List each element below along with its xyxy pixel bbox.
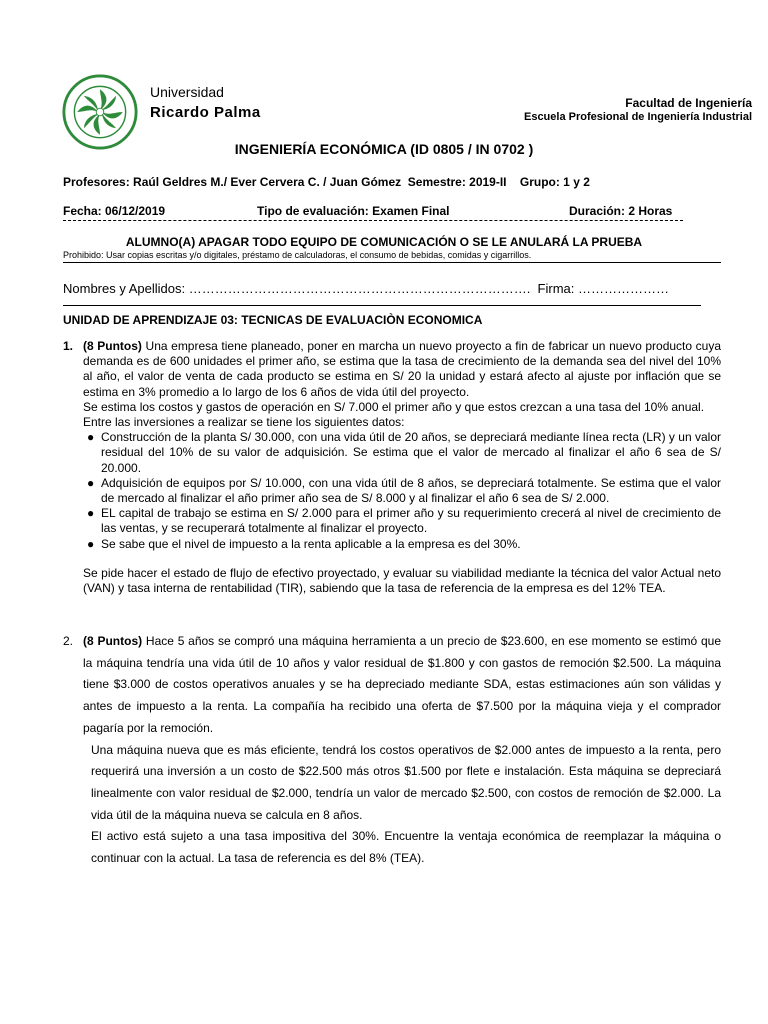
list-item: ● Construcción de la planta S/ 30.000, con una vida útil de 20 años, se depreciará mediante línea recta (LR) y un valor residual del 10% de su valor de adquisición. Se estima que el valor de mercado al finalizar el año 6 sea de S/ 20.000.	[87, 430, 721, 475]
question-points: (8 Puntos)	[83, 339, 142, 353]
list-item: ● Se sabe que el nivel de impuesto a la renta aplicable a la empresa es del 30%.	[87, 536, 521, 551]
question-2	[63, 631, 721, 870]
question-text: Hace 5 años se compró una máquina herramienta a un precio de $23.600, en ese momento se estimó que la máquina tendría una vida útil de 10 años y valor residual de $1.800 y con gastos de remoción $2.500. La máquina tiene $3.000 de costos operativos anuales y se ha depreciado mediante SDA, estas estimaciones aún son válidas y antes de impuesto a la renta. La compañía ha recibido una oferta de $7.500 por la máquina vieja y el comprador pagaría por la remoción.	[83, 634, 721, 735]
question-1-request: Se pide hacer el estado de flujo de efectivo proyectado, y evaluar su viabilidad mediante la técnica del valor Actual neto (VAN) y tasa interna de rentabilidad (TIR), sabiendo que la tasa de referencia de la empresa es del 12% TEA.	[83, 565, 721, 596]
eval-type: Tipo de evaluación: Examen Final	[257, 204, 450, 218]
university-name-line2: Ricardo Palma	[150, 104, 261, 121]
faculty-name: Facultad de Ingeniería	[625, 96, 752, 110]
question-2-paragraph-1	[83, 631, 721, 740]
university-name-line1: Universidad	[150, 84, 224, 100]
question-number: 1.	[63, 339, 74, 353]
university-logo-icon	[62, 74, 138, 150]
question-2-paragraph-2: Una máquina nueva que es más eficiente, tendrá los costos operativos de $2.000 antes de impuesto a la renta, pero requerirá una inversión a un costo de $22.500 más otros $1.500 por flete e instalación. Esta máquina se depreciará linealmente con valor residual de $2.000, tendría un valor de mercado $2.500, con costos de remoción de $2.000. La vida útil de la máquina nueva se calcula en 8 años.	[91, 742, 721, 822]
list-item: ● Adquisición de equipos por S/ 10.000, con una vida útil de 8 años, se depreciará totalmente. Se estima que el valor de mercado al finalizar el año primer año sea de S/ 8.000 y al finalizar el año 6 sea de S/ 2.000.	[87, 475, 721, 506]
student-name-signature-line: Nombres y Apellidos: ……………………………………………………………………. Firma: …………………	[63, 281, 669, 296]
question-1-costs: Se estima los costos y gastos de operación en S/ 7.000 el primer año y que estos crezcan a una tasa del 10% anual.	[83, 399, 705, 414]
question-1	[63, 339, 721, 596]
dashed-divider	[63, 220, 683, 221]
investment-list	[83, 430, 721, 552]
question-text: Una empresa tiene planeado, poner en marcha un nuevo proyecto a fin de fabricar un nuevo producto cuya demanda es de 600 unidades el primer año, se estima que la tasa de crecimiento de la demanda sea del nivel del 10% al año, el valor de venta de cada producto se estima en S/ 20 la unidad y estará afecto al ajuste por inflación que se estima en 3% promedio a lo largo de los 6 años de vida útil del proyecto.	[83, 339, 722, 399]
question-points: (8 Puntos)	[83, 634, 143, 648]
exam-date: Fecha: 06/12/2019	[63, 204, 166, 218]
list-item: ● EL capital de trabajo se estima en S/ 2.000 para el primer año y su requerimiento crecerá al nivel de crecimiento de las ventas, y se recuperará totalmente al finalizar el proyecto.	[87, 506, 721, 536]
question-1-intro	[83, 339, 721, 400]
question-number: 2.	[63, 634, 74, 648]
question-1-investments-intro: Entre las inversiones a realizar se tiene los siguientes datos:	[83, 415, 405, 430]
school-name: Escuela Profesional de Ingeniería Industrial	[523, 111, 752, 123]
learning-unit-title: UNIDAD DE APRENDIZAJE 03: TECNICAS DE EVALUACIÒN ECONOMICA	[63, 313, 483, 327]
device-warning: ALUMNO(A) APAGAR TODO EQUIPO DE COMUNICACIÓN O SE LE ANULARÁ LA PRUEBA	[125, 235, 643, 249]
professors-line: Profesores: Raúl Geldres M./ Ever Cervera C. / Juan Gómez Semestre: 2019-II Grupo: 1 y 2	[63, 175, 590, 189]
divider-line	[63, 262, 721, 263]
prohibited-note: Prohibido: Usar copias escritas y/o digitales, préstamo de calculadoras, el consumo de bebidas, comidas y cigarrillos.	[63, 250, 532, 260]
exam-title: INGENIERÍA ECONÓMICA (ID 0805 / IN 0702 )	[234, 141, 534, 157]
divider-line	[63, 305, 701, 306]
question-2-paragraph-3: El activo está sujeto a una tasa impositiva del 30%. Encuentre la ventaja económica de reemplazar la máquina o continuar con la actual. La tasa de referencia es del 8% (TEA).	[91, 829, 721, 866]
exam-duration: Duración: 2 Horas	[569, 204, 673, 218]
